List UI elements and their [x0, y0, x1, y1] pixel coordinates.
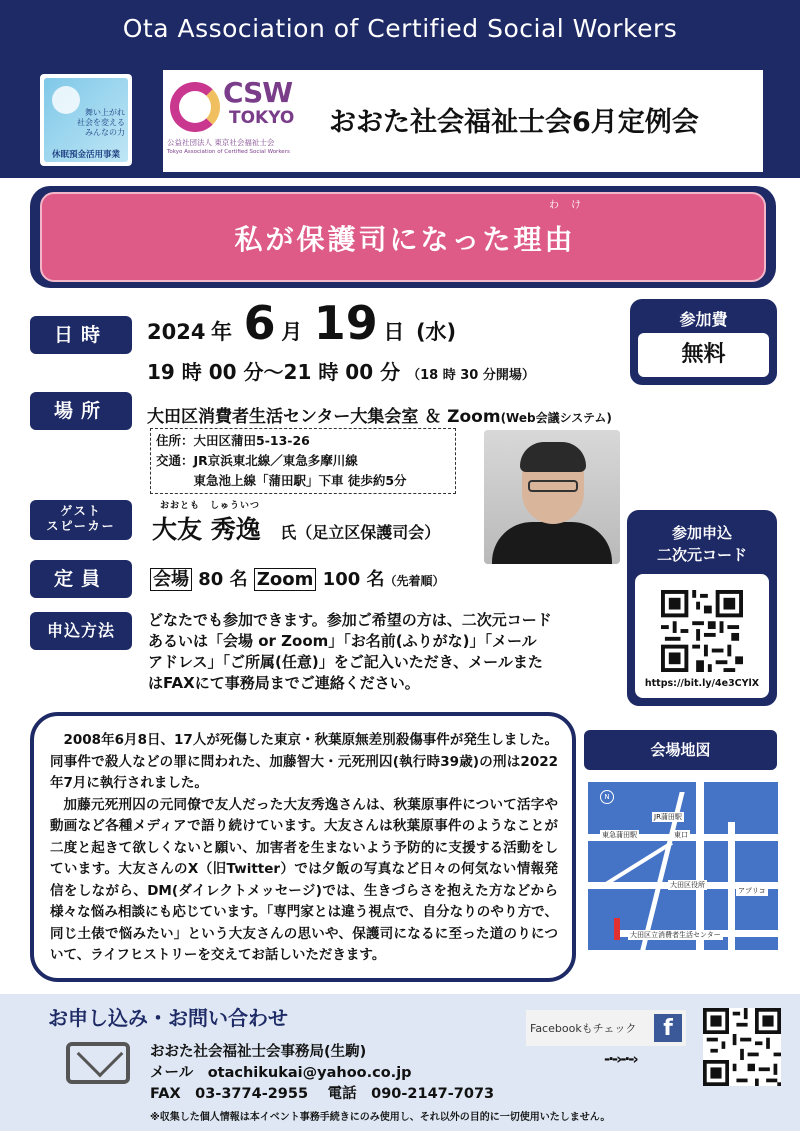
association-title: Ota Association of Certified Social Workers [122, 14, 678, 43]
venue-note: (Web会議システム) [500, 411, 612, 425]
contact-title: お申し込み・お問い合わせ [48, 1006, 288, 1030]
venue-label: 場所 [30, 392, 132, 430]
main-title-box [40, 192, 766, 282]
footer [0, 994, 800, 1131]
qr-title: 参加申込 二次元コード [656, 524, 747, 564]
fee-value: 無料 [638, 333, 769, 377]
date-day-unit: 日 [383, 320, 405, 344]
speaker-label: ゲスト スピーカー [30, 500, 132, 540]
facebook-text: Facebookもチェック [530, 1022, 637, 1035]
header-banner [0, 0, 800, 178]
csw-logo-text: CSW [223, 76, 293, 109]
speaker-photo [484, 430, 620, 564]
date-weekday: (水) [415, 320, 457, 344]
contact-info: おおた社会福祉士会事務局(生駒) メール otachikukai@yahoo.co.jp FAX 03-3774-2955 電話 090-2147-7073 [150, 1044, 495, 1102]
capacity-line [150, 565, 445, 591]
speaker-line [152, 510, 440, 546]
map-center: 大田区立消費者生活センター [630, 931, 721, 939]
main-title: 私が保護司になった理由 [234, 223, 576, 256]
venue-marker [614, 918, 620, 940]
fund-logo-image [44, 78, 128, 162]
capacity-label: 定員 [30, 560, 132, 598]
registration-qr-box [627, 510, 777, 706]
fund-logo-caption: 休眠預金活用事業 [51, 150, 120, 160]
fee-box [630, 299, 777, 385]
facebook-qr-code[interactable] [703, 1008, 781, 1086]
apply-label: 申込方法 [30, 612, 132, 650]
fee-label: 参加費 [679, 310, 728, 329]
speaker-affiliation: 氏（足立区保護司会） [280, 523, 441, 542]
map-ward-office: 大田区役所 [670, 881, 705, 889]
csw-org-english: Tokyo Association of Certified Social Workers [167, 149, 290, 155]
access-info: 住所：大田区蒲田5-13-26 交通：JR京浜東北線／東急多摩川線 東急池上線「蒲田駅」下車 徒歩約5分 [150, 428, 456, 494]
venue-name: 大田区消費者生活センター大集会室 ＆ Zoom [147, 407, 501, 427]
capacity-venue-label: 会場 [150, 568, 192, 591]
venue-map [588, 782, 778, 950]
capacity-zoom-label: Zoom [254, 568, 317, 591]
date-day: 19 [313, 296, 378, 350]
event-time [147, 356, 535, 385]
story-paragraph-1: 2008年6月8日、17人が死傷した東京・秋葉原無差別殺傷事件が発生しました。同事件で殺人などの罪に問われた、加藤智大・元死刑囚(執行時39歳)の刑は2022年7月に執行されました。 [50, 732, 558, 791]
fund-logo-text: 舞い上がれ 社会を変える みんなの力 [77, 108, 125, 137]
map-tokyu-station: 東急蒲田駅 [602, 831, 637, 839]
csw-logo-tokyo: TOKYO [229, 108, 295, 128]
north-arrow-icon: N [600, 790, 614, 804]
qr-url[interactable]: https://bit.ly/4e3CYlX [644, 678, 760, 689]
map-jr-station: JR蒲田駅 [654, 813, 682, 821]
capacity-note: （先着順） [384, 574, 445, 588]
dormant-deposit-logo [40, 74, 132, 166]
mail-icon [66, 1042, 130, 1084]
date-month-unit: 月 [281, 320, 303, 344]
date-year-unit: 年 [211, 320, 233, 344]
facebook-box[interactable] [526, 1010, 686, 1046]
open-time-note: （18 時 30 分開場） [407, 368, 535, 383]
speaker-ruby: おおとも しゅういつ [160, 501, 261, 511]
csw-logo-icon [170, 82, 220, 132]
main-title-frame [30, 186, 776, 288]
map-label: 会場地図 [584, 730, 777, 770]
story-box [30, 712, 576, 982]
apply-instructions: どなたでも参加できます。参加ご希望の方は、二次元コード あるいは「会場 or Zoom」「お名前(ふりがな)」「メール アドレス」「ご所属(任意)」をご記入いただき、メールまた はFAXにて事務局までご連絡ください。 [148, 611, 552, 692]
venue-name-line [147, 402, 612, 427]
capacity-venue-count: 80 名 [192, 569, 254, 590]
story-paragraph-2: 加藤元死刑囚の元同僚で友人だった大友秀逸さんは、秋葉原事件について活字や動画など各種メディアで語り続けています。大友さんは秋葉原事件のようなことが二度と起きて欲しくないと願い、加害者を生まないよう予防的に支援する活動をしています。大友さんのX（旧Twitter）では夕飯の写真など日々の何気ない情報発信をしながら、DM(ダイレクトメッセージ)では、生きづらさを抱えた方などから様々な悩み相談にも応じています。「専門家とは違う視点で、自分なりのやり方で、同じ土俵で悩みたい」という大友さんの思いや、保護司になるに至った道のりについて、ライフヒストリーを交えてお話しいただきます。 [50, 796, 558, 963]
time-range: 19 時 00 分～21 時 00 分 [147, 360, 401, 384]
registration-qr-code[interactable] [661, 590, 743, 672]
map-east-exit: 東口 [674, 831, 688, 839]
qr-panel [635, 574, 769, 698]
speaker-name: 大友 秀逸 [152, 515, 261, 544]
title-band [163, 70, 763, 172]
event-name: おおた社会福祉士会6月定例会 [329, 107, 699, 138]
facebook-icon: f [654, 1014, 682, 1042]
datetime-label: 日時 [30, 316, 132, 354]
date-month: 6 [243, 296, 276, 350]
event-date [147, 296, 462, 350]
arrow-icon: -·-›-·-› [604, 1050, 637, 1068]
capacity-zoom-count: 100 名 [316, 569, 385, 590]
title-ruby: わけ [549, 200, 593, 211]
date-year: 2024 [147, 320, 206, 344]
privacy-note: ※収集した個人情報は本イベント事務手続きにのみ使用し、それ以外の目的に一切使用いたしません。 [150, 1112, 611, 1123]
csw-org-name: 公益社団法人 東京社会福祉士会 [167, 138, 275, 147]
map-aprico: アプリコ [738, 887, 766, 895]
